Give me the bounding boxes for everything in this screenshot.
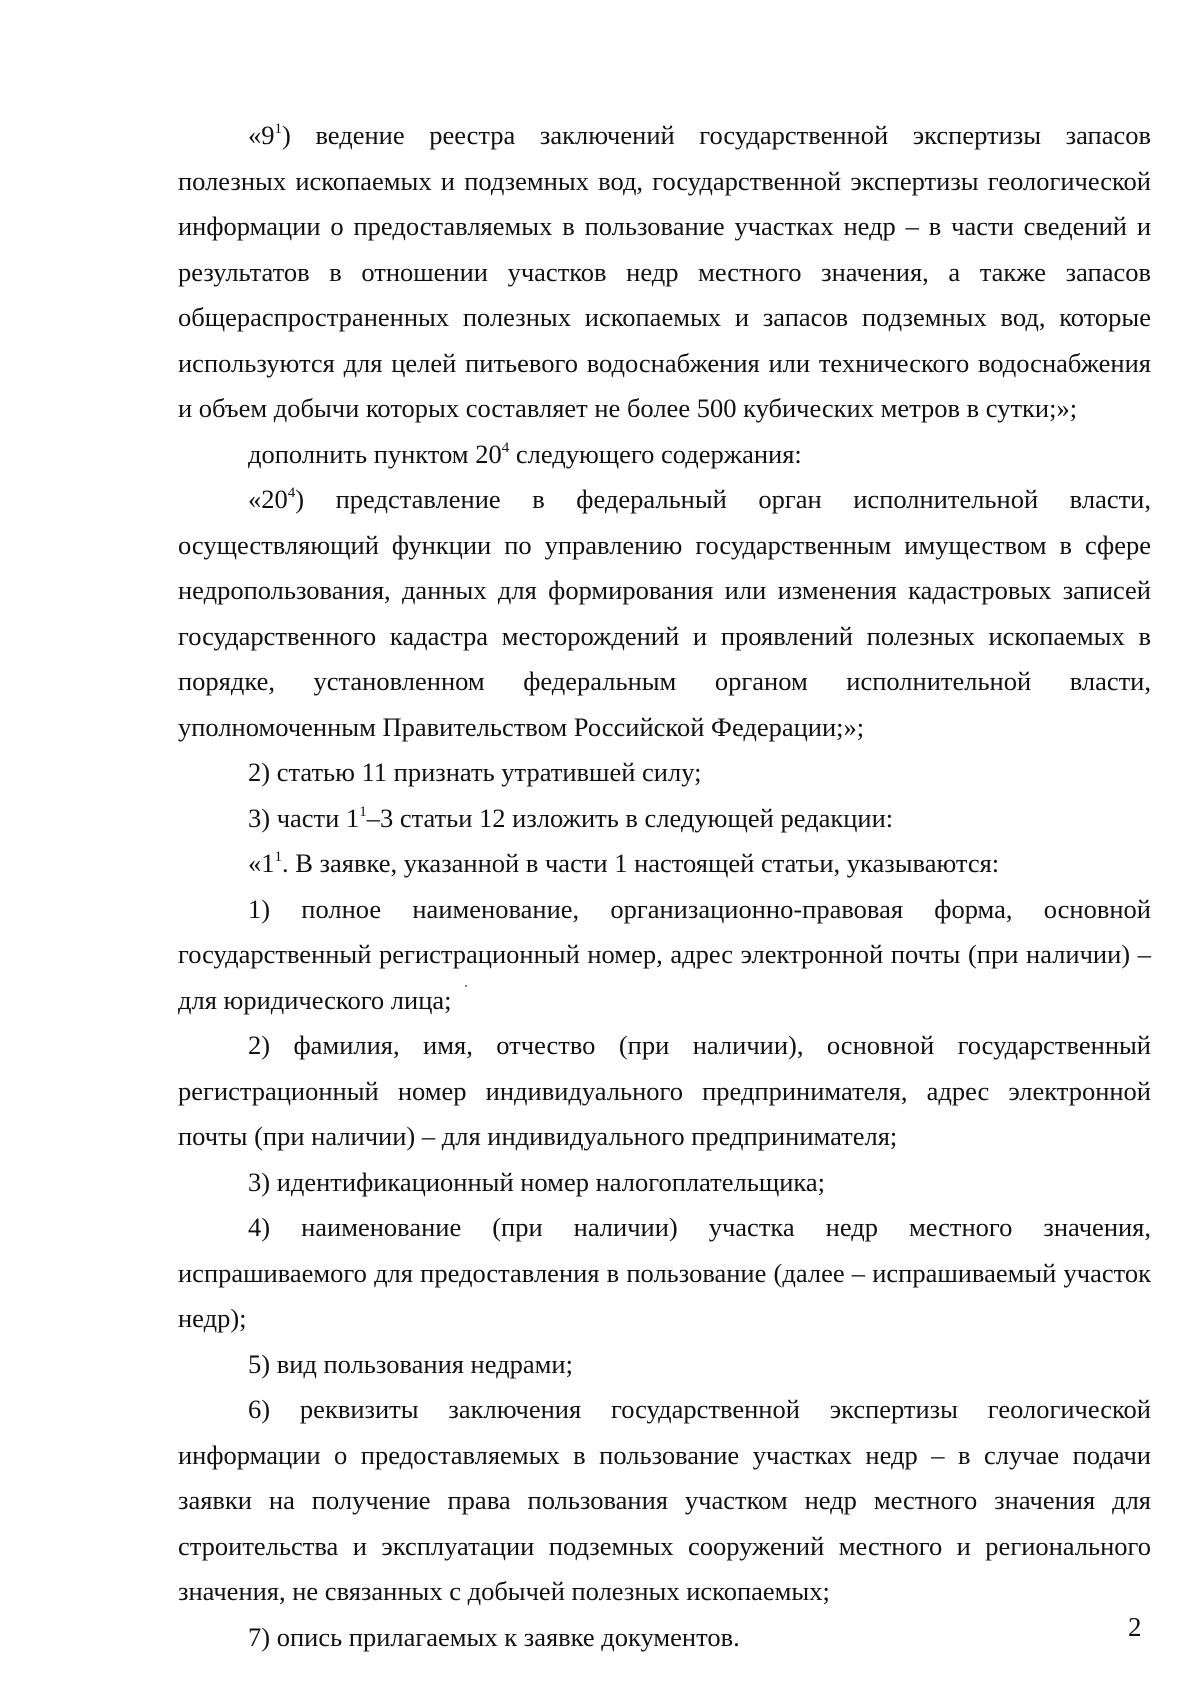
list-item-6: 6) реквизиты заключения государственной экспертизы геологической информации о предоставляемых в пользование участках недр – в случае подачи заявки на получение права пользования участком недр местного значения для строительства и эксплуатации подземных сооружений местного и регионального значения, не связанных с добычей полезных ископаемых; bbox=[178, 1394, 1151, 1606]
paragraph-add-item-20-4: дополнить пунктом $20^4$ следующего содержания: bbox=[248, 438, 802, 469]
list-item-2: 2) фамилия, имя, отчество (при наличии), основной государственный регистрационный номер индивидуального предпринимателя, адрес электронной почты (при наличии) – для индивидуального предпринимателя; bbox=[178, 1030, 1151, 1151]
paragraph-article-11: 2) статью 11 признать утратившей силу; bbox=[248, 757, 702, 787]
paragraph-part-1-1: «$1^1$. В заявке, указанной в части 1 настоящей статьи, указываются: bbox=[248, 848, 1000, 878]
list-item-7: 7) опись прилагаемых к заявке документов. bbox=[248, 1621, 740, 1652]
page-number: 2 bbox=[1128, 1612, 1142, 1642]
scan-speck bbox=[465, 985, 467, 987]
list-item-4: 4) наименование (при наличии) участка недр местного значения, испрашиваемого для предоставления в пользование (далее – испрашиваемый участок недр); bbox=[178, 1212, 1151, 1333]
list-item-1: 1) полное наименование, организационно-правовая форма, основной государственный регистрационный номер, адрес электронной почты (при наличии) – для юридического лица; bbox=[178, 893, 1151, 1015]
list-item-5: 5) вид пользования недрами; bbox=[248, 1348, 573, 1379]
document-body bbox=[178, 113, 1151, 1660]
paragraph-article-12-parts: 3) части $1^1-3$ статьи 12 изложить в следующей редакции: bbox=[248, 802, 894, 833]
paragraph-item-20-4: «$20^4$) представление в федеральный орган исполнительной власти, осуществляющий функции по управлению государственным имуществом в сфере недропользования, данных для формирования или изменения кадастровых записей государственного кадастра месторождений и проявлений полезных ископаемых в порядке, установленном федеральным органом исполнительной власти, уполномоченным Правительством Российской Федерации;»; bbox=[178, 484, 1151, 742]
list-item-3: 3) идентификационный номер налогоплательщика; bbox=[248, 1166, 826, 1197]
paragraph-item-9-1: «$9^1$) ведение реестра заключений государственной экспертизы запасов полезных ископаемых и подземных вод, государственной экспертизы геологической информации о предоставляемых в пользование участках недр – в части сведений и результатов в отношении участков недр местного значения, а также запасов общераспространенных полезных ископаемых и запасов подземных вод, которые используются для целей питьевого водоснабжения или технического водоснабжения и объем добычи которых составляет не более 500 кубических метров в сутки;»; bbox=[178, 120, 1151, 423]
